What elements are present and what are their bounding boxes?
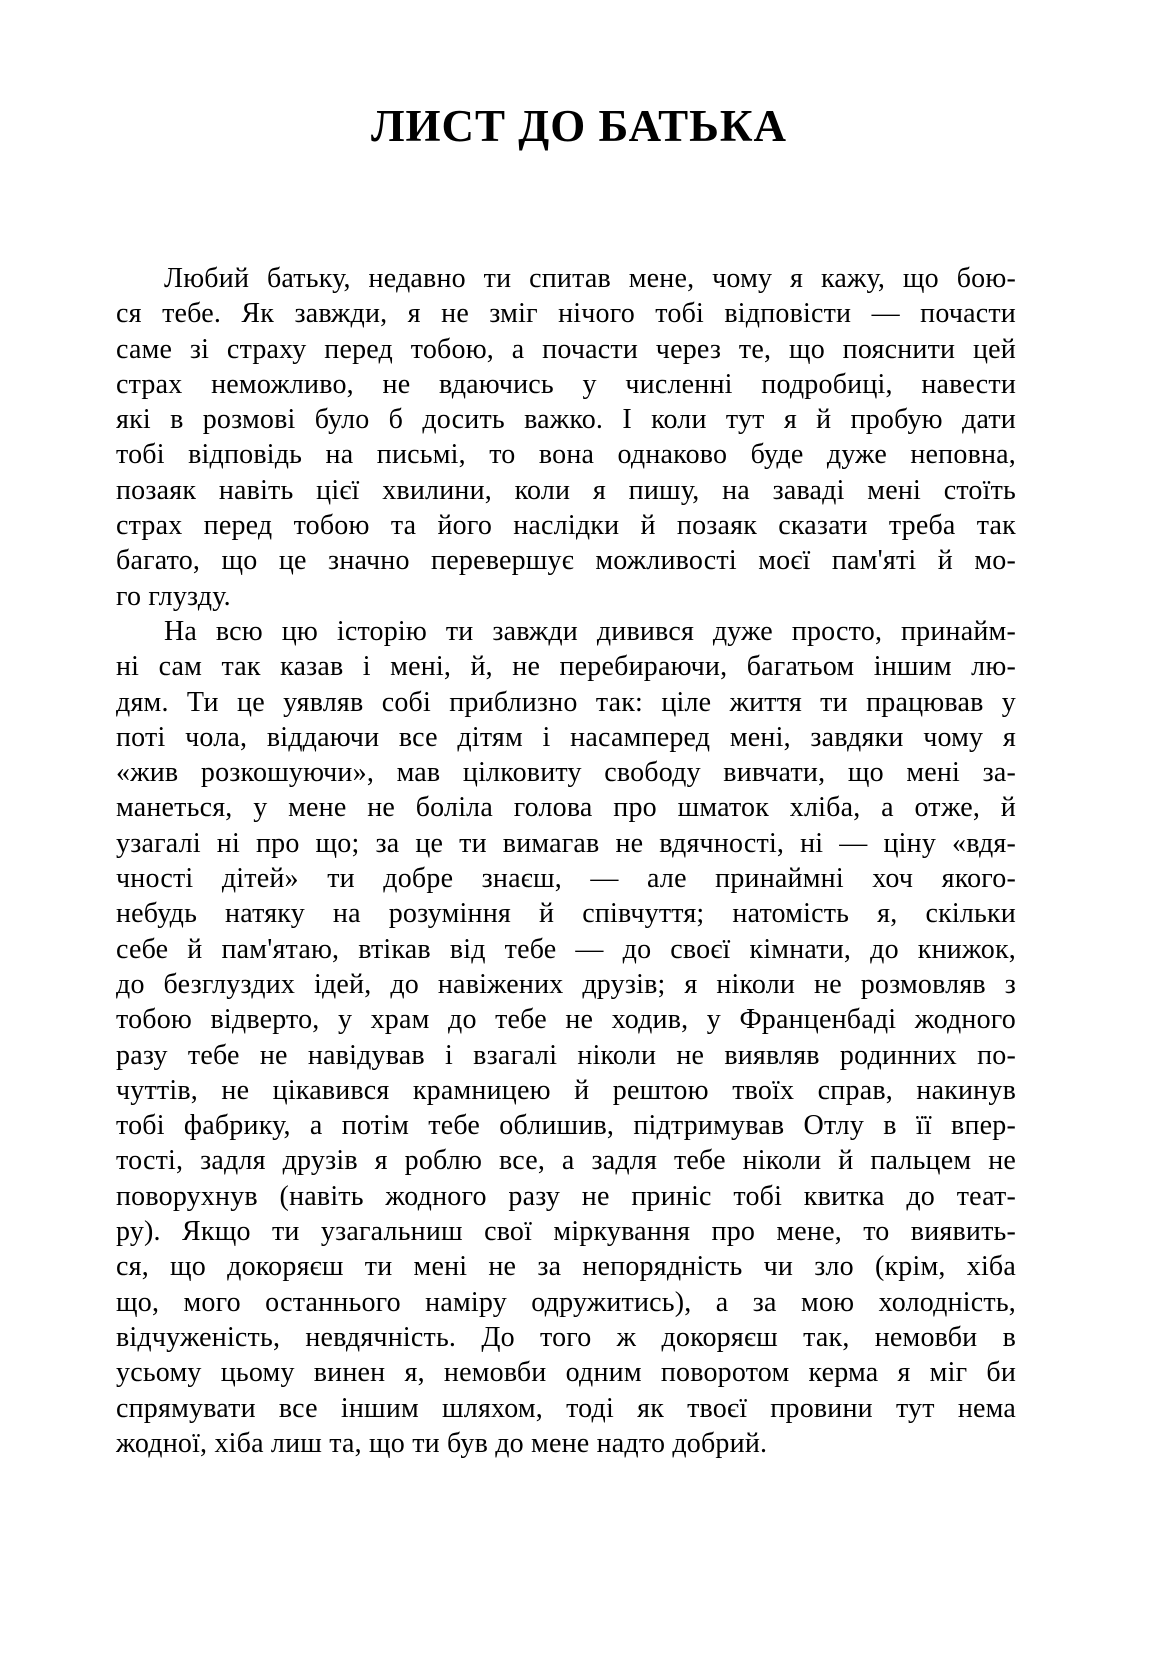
text-line: ру). Якщо ти узагальниш свої міркування про мене, то виявить- [116,1216,1016,1248]
text-line: поворухнув (навіть жодного разу не приніс тобі квитка до теат- [116,1180,1016,1212]
text-line: чуттів, не цікавився крамницею й рештою твоїх справ, накинув [116,1074,1016,1106]
text-line: спрямувати все іншим шляхом, тоді як твоєї провини тут нема [116,1392,1016,1424]
text-line: до безглуздих ідей, до навіжених друзів; я ніколи не розмовляв з [116,968,1016,1000]
text-line: тобі відповідь на письмі, то вона однаково буде дуже неповна, [116,439,1016,471]
text-line: На всю цю історію ти завжди дивився дуже просто, принайм- [164,615,1016,647]
text-line: манеться, у мене не боліла голова про шматок хліба, а отже, й [116,792,1016,824]
text-line: тості, задля друзів я роблю все, а задля тебе ніколи й пальцем не [116,1145,1016,1177]
text-line: небудь натяку на розуміння й співчуття; натомість я, скільки [116,898,1016,930]
text-line: «жив розкошуючи», мав цілковиту свободу вивчати, що мені за- [116,757,1016,789]
text-line: відчуженість, невдячність. До того ж докоряєш так, немовби в [116,1321,1016,1353]
text-line: чності дітей» ти добре знаєш, — але принаймні хоч якого- [116,863,1016,895]
text-line: позаяк навіть цієї хвилини, коли я пишу, на заваді мені стоїть [116,474,1016,506]
text-line: саме зі страху перед тобою, а почасти через те, що пояснити цей [116,333,1016,365]
paragraph [116,614,1016,1461]
text-line: тобою відверто, у храм до тебе не ходив, у Франценбаді жодного [116,1004,1016,1036]
text-line: го глузду. [116,580,231,612]
text-line: дям. Ти це уявляв собі приблизно так: ціле життя ти працював у [116,686,1016,718]
text-line: усьому цьому винен я, немовби одним поворотом керма я міг би [116,1357,1016,1389]
text-line: страх неможливо, не вдаючись у численні подробиці, навести [116,368,1016,400]
text-line: які в розмові було б досить важко. І коли тут я й пробую дати [116,404,1016,436]
text-line: поті чола, віддаючи все дітям і насамперед мені, завдяки чому я [116,721,1016,753]
text-line: разу тебе не навідував і взагалі ніколи не виявляв родинних по- [116,1039,1016,1071]
text-line: страх перед тобою та його наслідки й позаяк сказати треба так [116,510,1016,542]
chapter-title: ЛИСТ ДО БАТЬКА [370,101,788,151]
text-line: себе й пам'ятаю, втікав від тебе — до своєї кімнати, до книжок, [116,933,1016,965]
text-line: жодної, хіба лиш та, що ти був до мене надто добрий. [116,1427,768,1459]
text-line: що, мого останнього наміру одружитись), а за мою холодність, [116,1286,1016,1318]
body-text [116,261,1016,1461]
paragraph [116,261,1016,614]
text-line: багато, що це значно перевершує можливості моєї пам'яті й мо- [116,545,1016,577]
text-line: ся, що докоряєш ти мені не за непорядність чи зло (крім, хіба [116,1251,1016,1283]
text-line: тобі фабрику, а потім тебе облишив, підтримував Отлу в її впер- [116,1110,1016,1142]
text-line: узагалі ні про що; за це ти вимагав не вдячності, ні — ціну «вдя- [116,827,1016,859]
text-line: ні сам так казав і мені, й, не перебираючи, багатьом іншим лю- [116,651,1016,683]
text-line: ся тебе. Як завжди, я не зміг нічого тобі відповісти — почасти [116,298,1016,330]
text-line: Любий батьку, недавно ти спитав мене, чому я кажу, що бою- [164,263,1016,294]
